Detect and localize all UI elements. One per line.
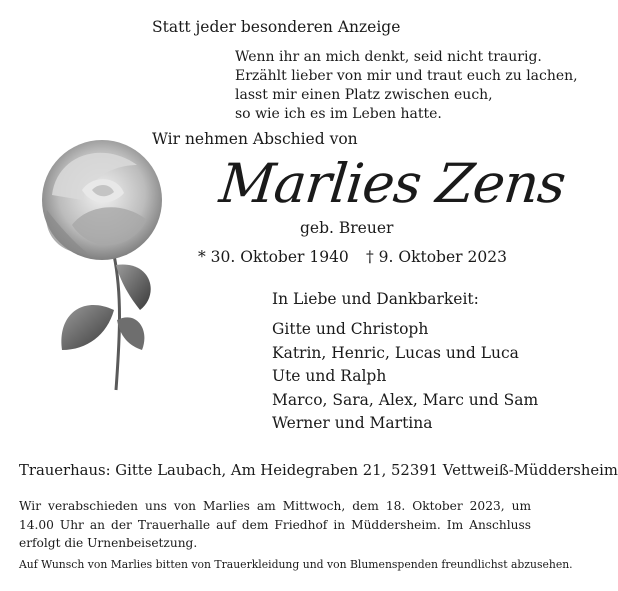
notice-heading: Statt jeder besonderen Anzeige <box>152 18 401 36</box>
birth-date: * 30. Oktober 1940 <box>198 248 349 266</box>
mourner-entry: Katrin, Henric, Lucas und Luca <box>272 343 519 362</box>
birth-name: geb. Breuer <box>300 219 394 237</box>
mourner-entry: Ute und Ralph <box>272 367 387 385</box>
deceased-name: Marlies Zens <box>216 152 568 215</box>
poem-line: Erzählt lieber von mir und traut euch zu lachen, <box>235 68 578 84</box>
poem-line: so wie ich es im Leben hatte. <box>235 106 442 122</box>
funeral-details: Wir verabschieden uns von Marlies am Mittwoch, dem 18. Oktober 2023, um 14.00 Uhr an der Trauerhalle auf dem Friedhof in Müddersheim. Im Anschluss erfolgt die Urnenbeisetzung. <box>19 499 531 550</box>
gratitude-line: In Liebe und Dankbarkeit: <box>272 290 479 308</box>
mourning-house-address: Trauerhaus: Gitte Laubach, Am Heidegraben 21, 52391 Vettweiß-Müddersheim <box>19 462 618 479</box>
poem <box>235 48 578 124</box>
attire-request: Auf Wunsch von Marlies bitten von Trauerkleidung und von Blumenspenden freundlichst abzusehen. <box>19 558 573 571</box>
mourner-entry: Werner und Martina <box>272 414 433 432</box>
poem-line: Wenn ihr an mich denkt, seid nicht traurig. <box>235 49 542 65</box>
poem-line: lasst mir einen Platz zwischen euch, <box>235 87 493 103</box>
rose-illustration <box>32 135 162 395</box>
farewell-intro: Wir nehmen Abschied von <box>152 130 358 148</box>
mourners-list <box>272 318 538 436</box>
mourner-entry: Gitte und Christoph <box>272 320 429 338</box>
mourner-entry: Marco, Sara, Alex, Marc und Sam <box>272 390 539 409</box>
death-date: † 9. Oktober 2023 <box>366 248 507 266</box>
